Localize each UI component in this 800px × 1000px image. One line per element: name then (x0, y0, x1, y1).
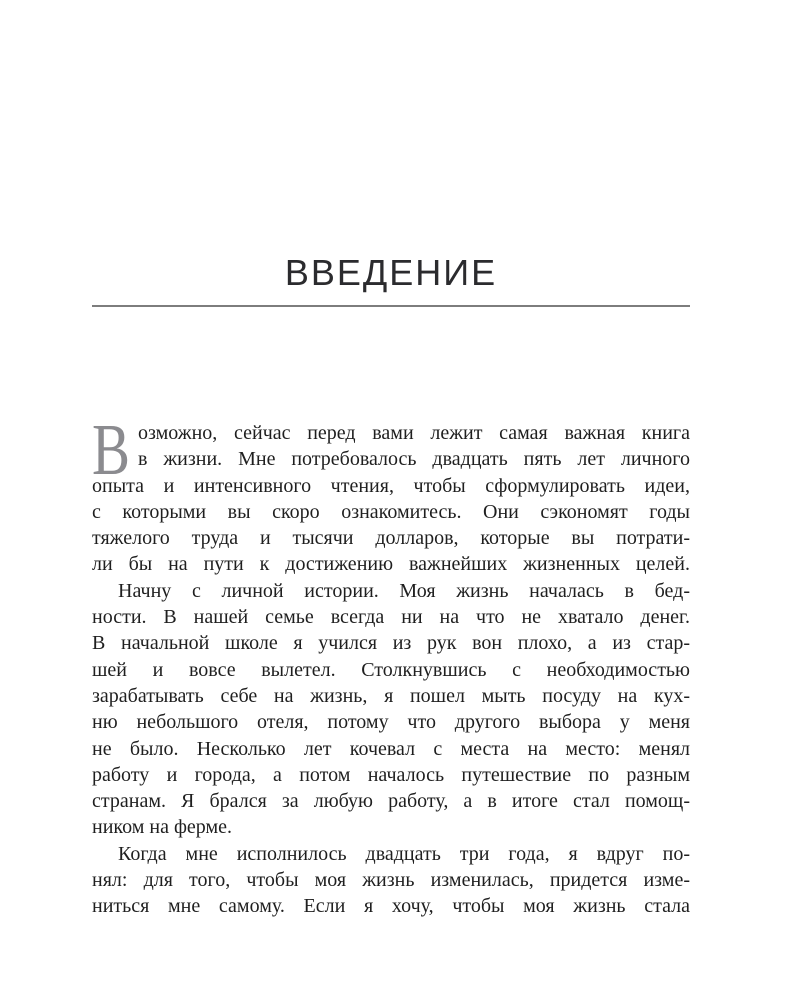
text-line: с которыми вы скоро ознакомитесь. Они сэкономят годы (92, 500, 690, 523)
text-line: ности. В нашей семье всегда ни на что не хватало денег. (92, 606, 690, 629)
text-line: не было. Несколько лет кочевал с места на место: менял (92, 737, 690, 760)
text-line: Начну с личной истории. Моя жизнь началась в бед- (118, 579, 690, 602)
drop-cap: В (92, 409, 130, 490)
text-line: зарабатывать себе на жизнь, я пошел мыть посуду на кух- (92, 684, 690, 707)
text-line: ли бы на пути к достижению важнейших жизненных целей. (92, 553, 690, 576)
body-text (92, 409, 690, 920)
text-line: странам. Я брался за любую работу, а в итоге стал помощ- (92, 790, 690, 813)
text-line: озможно, сейчас перед вами лежит самая важная книга (138, 422, 690, 444)
chapter-heading: ВВЕДЕНИЕ (284, 252, 498, 293)
body-text-lines (92, 420, 690, 920)
text-line: нял: для того, чтобы моя жизнь изменилась, придется изме- (92, 869, 690, 892)
text-line: ню небольшого отеля, потому что другого выбора у меня (92, 711, 690, 734)
text-line: ниться мне самому. Если я хочу, чтобы моя жизнь стала (92, 895, 690, 918)
heading-rule (92, 305, 690, 307)
text-line: Когда мне исполнилось двадцать три года, я вдруг по- (118, 842, 690, 865)
text-line: в жизни. Мне потребовалось двадцать пять лет личного (138, 448, 690, 471)
text-line: ником на ферме. (92, 816, 233, 839)
text-line: В начальной школе я учился из рук вон плохо, а из стар- (92, 632, 690, 655)
text-line: тяжелого труда и тысячи долларов, которые вы потрати- (92, 527, 690, 550)
text-line: шей и вовсе вылетел. Столкнувшись с необходимостью (92, 658, 690, 681)
text-line: работу и города, а потом началось путешествие по разным (92, 763, 690, 786)
text-line: опыта и интенсивного чтения, чтобы сформулировать идеи, (92, 474, 690, 497)
